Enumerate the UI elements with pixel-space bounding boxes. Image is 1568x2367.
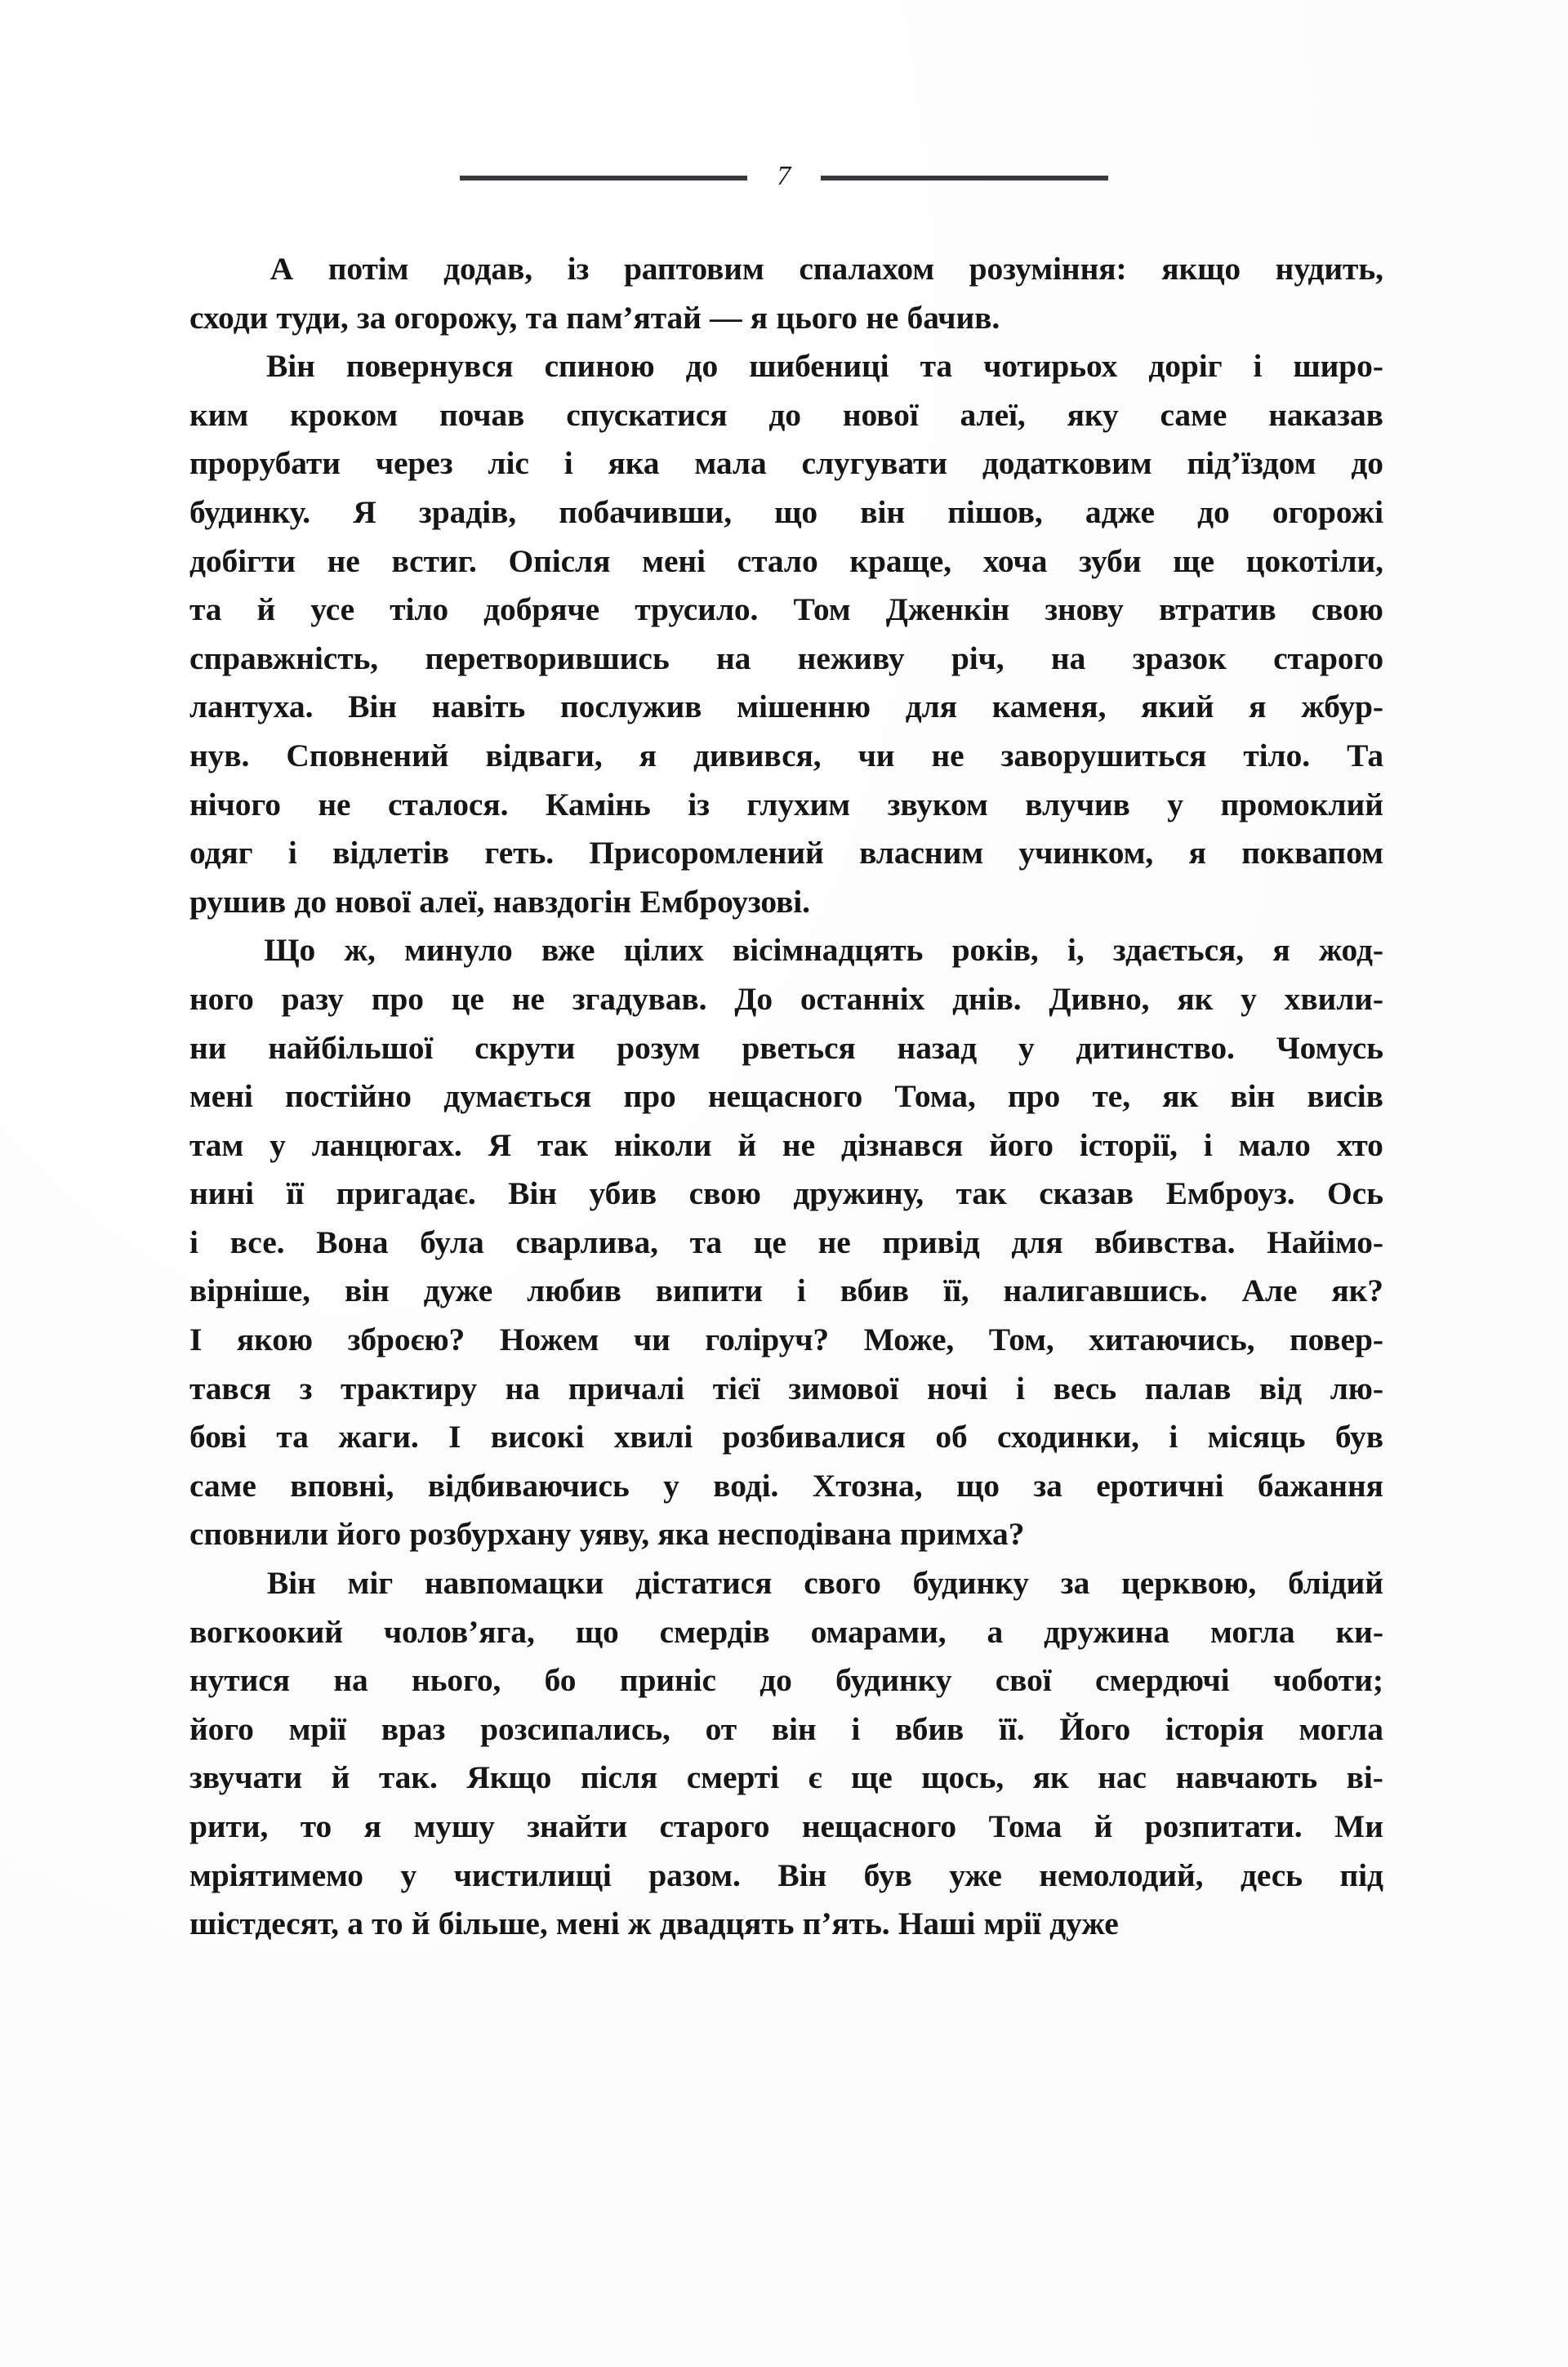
text-line: вірніше, він дуже любив випити і вбив її, налигавшись. Але як? <box>189 1273 1383 1309</box>
paragraph-4 <box>189 1559 1383 1949</box>
text-line: вогкоокий чолов’яга, що смердів омарами, а дружина могла ки- <box>189 1613 1383 1650</box>
text-line: ного разу про це не згадував. До останніх днів. Дивно, як у хвили- <box>189 980 1383 1017</box>
text-line: бові та жаги. І високі хвилі розбивалися об сходинки, і місяць був <box>189 1419 1383 1455</box>
text-line: рити, то я мушу знайти старого нещасного Тома й розпитати. Ми <box>189 1808 1383 1844</box>
text-line: нині її пригадає. Він убив свою дружину, так сказав Емброуз. Ось <box>189 1175 1383 1212</box>
text-line: і все. Вона була сварлива, та це не привід для вбивства. Найімо- <box>189 1224 1383 1260</box>
paragraph-1 <box>189 245 1383 342</box>
text-line: сповнили його розбурхану уяву, яка несподівана примха? <box>189 1516 1025 1553</box>
text-line: А потім додав, із раптовим спалахом розуміння: якщо нудить, <box>270 251 1383 287</box>
text-line: там у ланцюгах. Я так ніколи й не дізнався його історії, і мало хто <box>189 1126 1383 1163</box>
text-line: прорубати через ліс і яка мала слугувати додатковим під’їздом до <box>189 445 1383 482</box>
text-line: мріятимемо у чистилищі разом. Він був уже немолодий, десь під <box>189 1857 1383 1893</box>
text-line: ни найбільшої скрути розум рветься назад у дитинство. Чомусь <box>189 1029 1383 1066</box>
page-number: 7 <box>777 161 791 191</box>
text-line: саме вповні, відбиваючись у воді. Хтозна, що за еротичні бажання <box>189 1467 1383 1504</box>
text-line: мені постійно думається про нещасного Тома, про те, як він висів <box>189 1078 1383 1115</box>
text-line: шістдесят, а то й більше, мені ж двадцять п’ять. Наші мрії дуже <box>189 1906 1119 1942</box>
text-line: нутися на нього, бо приніс до будинку свої смердючі чоботи; <box>189 1662 1383 1699</box>
header-rule-right <box>821 176 1108 181</box>
text-line: одяг і відлетів геть. Присоромлений власним учинком, я поквапом <box>189 835 1383 871</box>
text-line: нув. Сповнений відваги, я дивився, чи не заворушиться тіло. Та <box>189 737 1383 773</box>
text-line: сходи туди, за огорожу, та пам’ятай — я цього не бачив. <box>189 299 1000 336</box>
running-head <box>0 154 1568 203</box>
text-line: лантуха. Він навіть послужив мішенню для каменя, який я жбур- <box>189 689 1383 725</box>
text-line: будинку. Я зрадів, побачивши, що він пішов, адже до огорожі <box>189 493 1383 530</box>
paragraph-2 <box>189 342 1383 926</box>
text-line: його мрії враз розсипались, от він і вбив її. Його історія могла <box>189 1710 1383 1747</box>
header-rule-left <box>460 176 747 181</box>
text-line: звучати й так. Якщо після смерті є ще щось, як нас навчають ві- <box>189 1759 1383 1796</box>
text-line: добігти не встиг. Опісля мені стало краще, хоча зуби ще цокотіли, <box>189 542 1383 579</box>
body-text <box>189 245 1383 1949</box>
text-line: Він міг навпомацки дістатися свого будинку за церквою, блідий <box>266 1565 1383 1602</box>
text-line: нічого не сталося. Камінь із глухим звуком влучив у промоклий <box>189 786 1383 822</box>
text-line: І якою зброєю? Ножем чи голіруч? Може, Том, хитаючись, повер- <box>189 1322 1383 1358</box>
text-line: ким кроком почав спускатися до нової алеї, яку саме наказав <box>189 396 1383 433</box>
text-line: та й усе тіло добряче трусило. Том Дженкін знову втратив свою <box>189 591 1383 628</box>
text-line: справжність, перетворившись на неживу річ, на зразок старого <box>189 640 1383 676</box>
paragraph-3 <box>189 926 1383 1559</box>
text-line: Що ж, минуло вже цілих вісімнадцять років, і, здається, я жод- <box>264 932 1383 969</box>
text-line: рушив до нової алеї, навздогін Емброузові. <box>189 883 810 920</box>
text-line: Він повернувся спиною до шибениці та чотирьох доріг і широ- <box>266 348 1383 385</box>
text-line: тався з трактиру на причалі тієї зимової ночі і весь палав від лю- <box>189 1370 1383 1406</box>
